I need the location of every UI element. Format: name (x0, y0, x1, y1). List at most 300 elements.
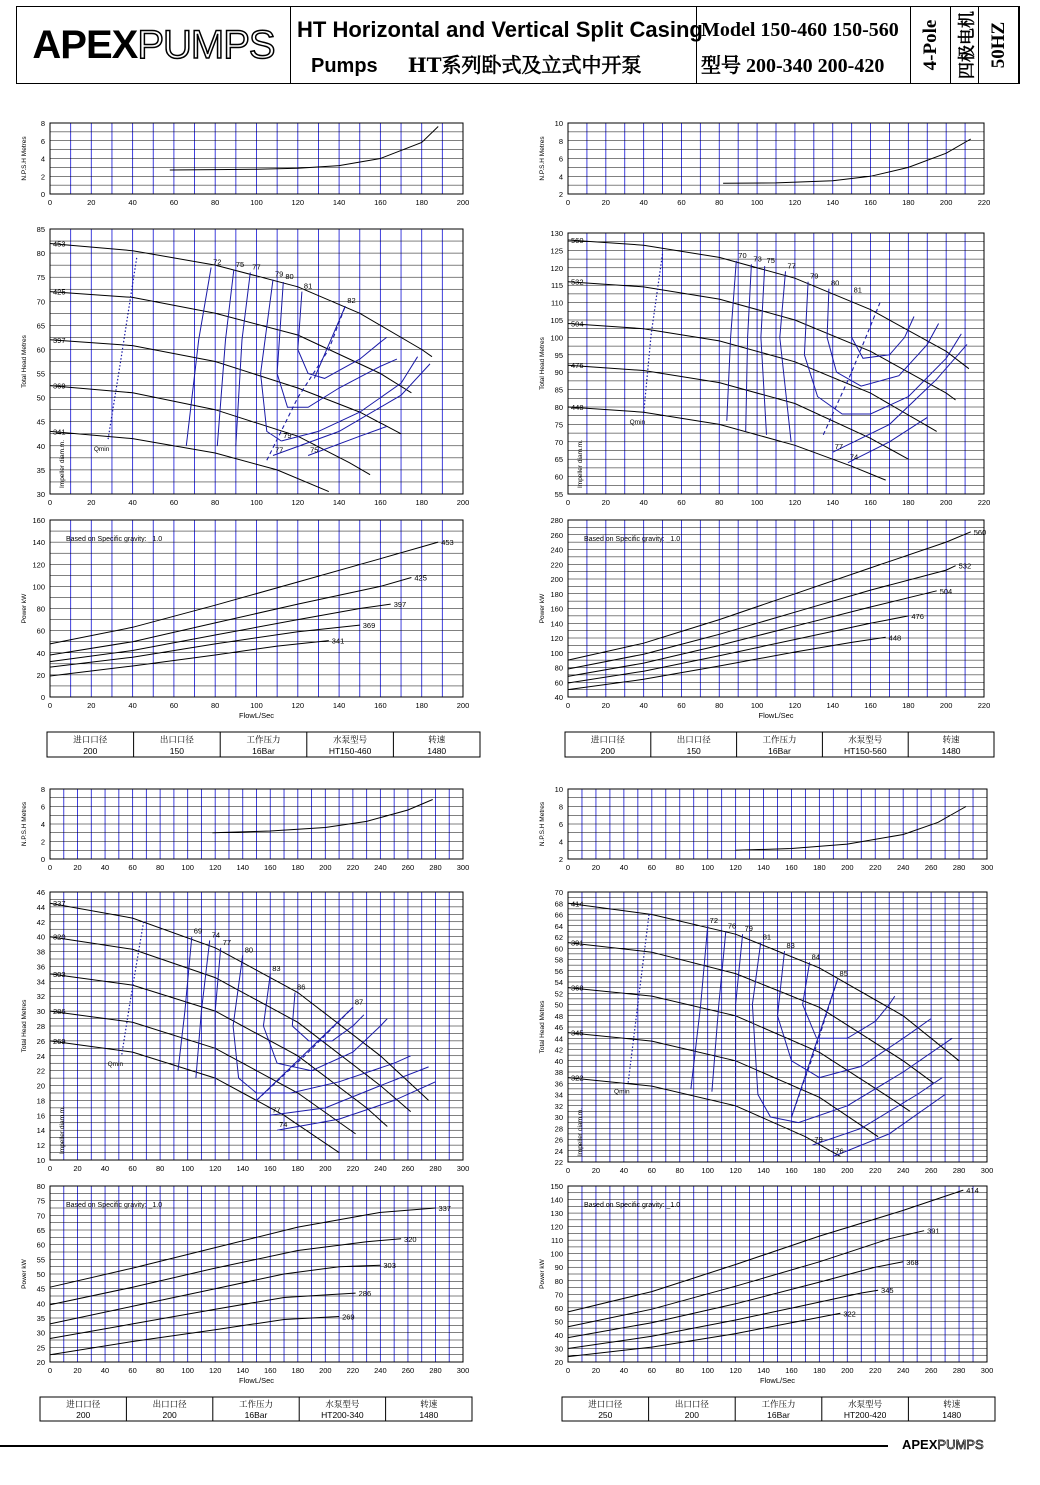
x-tick-label: 60 (128, 1164, 137, 1173)
model-line-1: Model 150-460 150-560 (701, 19, 899, 41)
x-tick-label: 60 (169, 198, 179, 207)
head-curve-label: 341 (53, 427, 66, 437)
x-tick-label: 40 (100, 1366, 110, 1375)
y-tick-label: 70 (554, 1290, 563, 1300)
x-tick-label: 180 (902, 498, 915, 507)
x-tick-label: 100 (181, 863, 194, 872)
y-tick-label: 60 (36, 345, 45, 355)
x-tick-label: 140 (332, 498, 346, 507)
y-tick-label: 2 (558, 190, 563, 199)
y-tick-label: 100 (550, 1249, 563, 1259)
x-tick-label: 80 (715, 198, 724, 207)
x-tick-label: 60 (169, 498, 179, 507)
spec-value: 1480 (942, 1410, 962, 1420)
x-tick-label: 140 (826, 701, 839, 710)
y-tick-label: 32 (36, 992, 45, 1002)
y-tick-label: 50 (554, 1317, 563, 1327)
spec-value: HT200-340 (321, 1410, 364, 1420)
x-tick-label: 120 (291, 198, 305, 207)
y-tick-label: 40 (554, 1056, 563, 1066)
head-curve-341 (50, 431, 329, 491)
x-tick-label: 280 (952, 1166, 966, 1175)
spec-value: 1480 (427, 746, 447, 756)
y-tick-label: 26 (554, 1135, 563, 1145)
x-tick-label: 180 (813, 1366, 826, 1375)
x-tick-label: 200 (841, 1366, 854, 1375)
impeller-label: Impeller diam.m. (577, 439, 584, 489)
x-tick-label: 280 (952, 863, 966, 872)
spec-value: 16Bar (244, 1410, 268, 1420)
x-tick-label: 160 (264, 1366, 277, 1375)
x-tick-label: 300 (456, 1366, 470, 1375)
npsh-panel (539, 785, 993, 872)
power-curve-532 (568, 566, 956, 669)
y-tick-label: 8 (558, 802, 563, 812)
spec-value: 200 (162, 1410, 177, 1420)
x-tick-label: 80 (715, 498, 724, 507)
power-curve-341 (50, 641, 329, 676)
motor-cn-text: 四极电机 (957, 11, 976, 79)
x-tick-label: 60 (677, 498, 686, 507)
y-tick-label: 56 (554, 966, 563, 976)
spec-header: 水泵型号 (333, 734, 368, 745)
x-tick-label: 280 (429, 1164, 442, 1173)
y-tick-label: 140 (550, 1195, 563, 1205)
efficiency-curve (217, 270, 234, 446)
x-tick-label: 60 (128, 863, 137, 872)
power-curve-label: 345 (881, 1286, 894, 1296)
head-curve-345 (568, 1033, 878, 1137)
x-tick-label: 180 (415, 198, 428, 207)
head-curve-label: 453 (53, 239, 66, 249)
x-tick-label: 160 (264, 1164, 277, 1173)
efficiency-label: 75 (310, 445, 319, 455)
x-tick-label: 100 (250, 701, 263, 710)
y-tick-label: 80 (554, 663, 563, 673)
y-tick-label: 60 (36, 1240, 45, 1250)
y-tick-label: 70 (554, 888, 563, 897)
x-tick-label: 120 (729, 863, 742, 872)
x-tick-label: 0 (47, 1366, 53, 1375)
x-tick-label: 300 (980, 1166, 994, 1175)
x-tick-label: 260 (924, 1166, 938, 1175)
npsh-curve (723, 139, 971, 183)
y-tick-label: 20 (36, 1081, 45, 1091)
spec-header: 出口口径 (159, 734, 194, 745)
x-tick-label: 200 (456, 498, 470, 507)
y-tick-label: 90 (554, 368, 563, 378)
y-tick-label: 42 (36, 917, 45, 927)
y-tick-label: 14 (36, 1126, 45, 1136)
x-tick-label: 220 (977, 498, 991, 507)
spec-value: 200 (600, 746, 615, 756)
power-panel (21, 1182, 469, 1385)
head-curve-label: 368 (571, 983, 584, 993)
specific-gravity-note: Based on Specific gravity: _1.0 (584, 536, 681, 543)
impeller-label: Impeller diam.m. (577, 1107, 584, 1157)
power-curve-label: 322 (843, 1309, 856, 1319)
y-tick-label: 40 (554, 1330, 563, 1340)
efficiency-label: 85 (839, 969, 848, 979)
x-tick-label: 20 (601, 498, 610, 507)
y-tick-label: 30 (36, 1007, 45, 1017)
y-tick-label: 44 (36, 902, 45, 912)
x-tick-label: 60 (677, 198, 686, 207)
y-tick-label: 35 (36, 465, 45, 475)
efficiency-label: 73 (753, 254, 762, 264)
efficiency-label: 80 (285, 272, 294, 281)
head-curve-269 (50, 1041, 339, 1153)
x-tick-label: 180 (813, 1166, 826, 1175)
y-tick-label: 55 (554, 490, 563, 499)
y-tick-label: 26 (36, 1036, 45, 1046)
y-tick-label: 2 (558, 855, 563, 864)
y-tick-label: 80 (36, 1182, 45, 1191)
head-y-title: Total Head Metres (21, 999, 28, 1053)
y-tick-label: 32 (554, 1101, 563, 1111)
y-tick-label: 40 (554, 693, 563, 702)
x-tick-label: 60 (647, 1366, 656, 1375)
x-tick-label: 220 (346, 863, 360, 872)
efficiency-label: 77 (787, 261, 796, 271)
x-tick-label: 120 (208, 1366, 222, 1375)
efficiency-label: 81 (762, 932, 772, 942)
y-tick-label: 6 (40, 802, 45, 812)
freq-text: 50HZ (987, 21, 1009, 69)
power-curve-label: 337 (438, 1204, 451, 1213)
x-tick-label: 300 (980, 1366, 994, 1375)
y-tick-label: 115 (551, 281, 563, 291)
y-tick-label: 18 (36, 1096, 45, 1106)
x-tick-label: 40 (128, 198, 137, 207)
y-tick-label: 70 (554, 437, 563, 447)
efficiency-label: 77 (834, 442, 844, 452)
y-tick-label: 60 (554, 1303, 563, 1313)
spec-table (47, 732, 480, 757)
impeller-label: Impeller diam.m. (59, 1105, 66, 1155)
efficiency-label: 70 (738, 250, 747, 260)
chart-HT150-560 (539, 119, 994, 757)
specific-gravity-note: Based on Specific gravity: _1.0 (66, 1202, 163, 1209)
spec-value: 250 (598, 1410, 613, 1420)
y-tick-label: 28 (554, 1124, 563, 1134)
x-tick-label: 100 (250, 198, 263, 207)
logo-outline-text: PUMPS (137, 22, 275, 67)
efficiency-label: 84 (811, 952, 820, 962)
x-tick-label: 20 (87, 701, 96, 710)
spec-header: 出口口径 (676, 734, 711, 745)
x-tick-label: 180 (813, 863, 826, 872)
y-tick-label: 120 (550, 634, 563, 643)
x-tick-label: 180 (902, 701, 915, 710)
spec-header: 水泵型号 (848, 734, 883, 745)
power-curve-label: 532 (958, 561, 972, 571)
x-tick-label: 200 (319, 863, 332, 872)
efficiency-curve (215, 948, 221, 1086)
power-curve-label: 414 (966, 1186, 979, 1196)
x-tick-label: 160 (864, 198, 877, 207)
spec-header: 工作压力 (761, 1399, 796, 1409)
x-tick-label: 180 (291, 1164, 305, 1173)
y-tick-label: 55 (36, 369, 45, 379)
specific-gravity-note: Based on Specific gravity: _1.0 (66, 536, 163, 543)
y-tick-label: 8 (40, 119, 45, 128)
y-tick-label: 85 (36, 225, 45, 234)
x-tick-label: 20 (601, 701, 610, 710)
x-tick-label: 40 (619, 1166, 629, 1175)
x-tick-label: 200 (456, 198, 470, 207)
x-tick-label: 40 (100, 1164, 110, 1173)
y-tick-label: 40 (36, 932, 45, 942)
head-curve-label: 504 (571, 319, 584, 329)
head-panel (539, 888, 993, 1175)
y-tick-label: 58 (554, 955, 563, 965)
head-y-title: Total Head Metres (21, 335, 28, 388)
y-tick-label: 4 (558, 837, 563, 847)
y-tick-label: 0 (40, 693, 45, 702)
chart-HT200-420 (539, 785, 995, 1421)
power-curve-label: 303 (383, 1261, 396, 1271)
x-tick-label: 0 (565, 1366, 571, 1375)
x-tick-label: 240 (896, 1366, 910, 1375)
power-curve-label: 476 (911, 611, 924, 621)
power-curve-269 (50, 1317, 339, 1355)
y-tick-label: 110 (551, 298, 563, 308)
head-curve-label: 425 (53, 287, 66, 297)
qmin-label: Qmin (629, 418, 646, 426)
impeller-label: Impeller diam.m. (59, 439, 66, 489)
x-tick-label: 0 (565, 198, 571, 207)
x-axis-title: FlowL/Sec (238, 711, 275, 720)
head-curve-504 (568, 324, 937, 432)
x-tick-label: 80 (211, 198, 220, 207)
footer-rule (0, 1445, 888, 1447)
efficiency-curve (196, 940, 210, 1078)
y-tick-label: 40 (36, 648, 45, 658)
x-tick-label: 0 (565, 863, 571, 872)
x-tick-label: 40 (639, 498, 648, 507)
spec-value: HT150-460 (328, 746, 372, 756)
y-tick-label: 40 (36, 441, 45, 451)
npsh-panel (539, 119, 990, 207)
y-tick-label: 12 (36, 1141, 45, 1151)
title-chinese: HT系列卧式及立式中开泵 (407, 53, 642, 77)
x-tick-label: 160 (785, 863, 798, 872)
footer-logo (902, 1437, 984, 1452)
power-panel (539, 516, 990, 720)
qmin-label: Qmin (614, 1088, 630, 1096)
power-y-title: Power kW (539, 593, 546, 624)
spec-value: HT150-560 (844, 746, 887, 756)
x-tick-label: 200 (841, 863, 854, 872)
efficiency-label: 77 (252, 262, 261, 272)
x-tick-label: 140 (757, 863, 770, 872)
x-tick-label: 140 (236, 1164, 249, 1173)
efficiency-label: 72 (213, 257, 222, 267)
y-tick-label: 22 (554, 1158, 563, 1167)
spec-header: 水泵型号 (848, 1399, 883, 1409)
x-tick-label: 120 (291, 498, 305, 507)
x-tick-label: 20 (73, 863, 82, 872)
y-tick-label: 50 (36, 1270, 45, 1279)
y-tick-label: 10 (36, 1156, 45, 1165)
x-tick-label: 160 (264, 863, 277, 872)
y-tick-label: 8 (40, 785, 45, 794)
y-tick-label: 30 (36, 1328, 45, 1338)
npsh-y-title: N.P.S.H Metres (539, 136, 546, 181)
y-tick-label: 130 (550, 229, 563, 238)
x-tick-label: 120 (788, 198, 802, 207)
efficiency-curve (746, 264, 752, 431)
x-tick-label: 80 (715, 701, 724, 710)
power-curve-label: 504 (939, 586, 953, 596)
y-tick-label: 160 (32, 516, 45, 525)
x-tick-label: 140 (757, 1166, 770, 1175)
head-curve-label: 269 (53, 1036, 66, 1046)
x-tick-label: 0 (565, 1166, 571, 1175)
x-tick-label: 220 (977, 198, 991, 207)
efficiency-label: 76 (835, 1146, 844, 1156)
power-curve-label: 341 (331, 636, 345, 646)
power-curve-504 (568, 591, 937, 677)
y-tick-label: 20 (36, 1358, 45, 1367)
y-tick-label: 24 (36, 1051, 45, 1061)
head-curve-label: 322 (571, 1073, 584, 1083)
head-curve-label: 286 (53, 1007, 66, 1017)
y-tick-label: 110 (551, 1236, 563, 1246)
spec-header: 进口口径 (66, 1399, 101, 1409)
x-tick-label: 0 (47, 1164, 53, 1173)
x-tick-label: 20 (591, 1166, 601, 1175)
y-tick-label: 2 (40, 172, 45, 182)
power-curve-label: 397 (393, 600, 407, 610)
power-curve-391 (568, 1231, 924, 1327)
y-tick-label: 30 (554, 1113, 563, 1122)
power-curve-label: 269 (342, 1312, 355, 1322)
x-tick-label: 160 (785, 1366, 798, 1375)
npsh-y-title: N.P.S.H Metres (539, 801, 546, 847)
x-tick-label: 40 (100, 863, 110, 872)
y-tick-label: 42 (554, 1045, 563, 1055)
x-tick-label: 40 (619, 863, 629, 872)
x-tick-label: 160 (864, 498, 877, 507)
efficiency-label: 79 (283, 431, 292, 440)
y-tick-label: 80 (554, 403, 563, 412)
efficiency-label: 77 (222, 937, 232, 947)
head-curve-label: 303 (53, 969, 66, 979)
y-tick-label: 200 (550, 575, 563, 584)
npsh-panel (21, 785, 469, 872)
x-tick-label: 60 (647, 1166, 656, 1175)
y-tick-label: 34 (36, 977, 45, 987)
y-tick-label: 75 (554, 420, 563, 430)
head-curve-label: 337 (53, 899, 66, 909)
head-curve-label: 532 (571, 277, 584, 287)
y-tick-label: 120 (32, 560, 45, 570)
power-curve-label: 286 (358, 1289, 372, 1299)
y-tick-label: 75 (36, 273, 45, 283)
y-tick-label: 4 (40, 820, 45, 829)
y-tick-label: 16 (36, 1111, 45, 1121)
spec-header: 工作压力 (246, 734, 281, 745)
efficiency-label: 79 (275, 269, 284, 279)
x-tick-label: 0 (47, 863, 53, 872)
y-tick-label: 34 (554, 1090, 563, 1100)
spec-value: 200 (83, 746, 98, 756)
power-y-title: Power kW (21, 1259, 28, 1289)
y-tick-label: 125 (550, 246, 563, 256)
power-curve-560 (568, 532, 971, 660)
head-curve-391 (568, 943, 934, 1084)
y-tick-label: 50 (36, 393, 45, 403)
y-tick-label: 60 (554, 678, 563, 688)
x-tick-label: 100 (701, 863, 714, 872)
head-panel (21, 888, 469, 1173)
x-tick-label: 180 (415, 701, 428, 710)
y-tick-label: 6 (558, 154, 563, 164)
head-panel (21, 225, 469, 507)
y-tick-label: 65 (554, 455, 563, 465)
x-tick-label: 60 (169, 701, 179, 710)
npsh-y-title: N.P.S.H Metres (21, 801, 28, 847)
x-axis-title: FlowL/Sec (758, 711, 794, 720)
y-tick-label: 28 (36, 1022, 45, 1031)
x-tick-label: 280 (429, 863, 442, 872)
power-y-title: Power kW (539, 1259, 546, 1289)
efficiency-label: 69 (193, 926, 203, 936)
y-tick-label: 20 (554, 1358, 563, 1367)
spec-header: 出口口径 (674, 1399, 709, 1409)
head-y-title: Total Head Metres (539, 337, 546, 390)
efficiency-label: 77 (275, 445, 284, 455)
y-tick-label: 140 (550, 619, 563, 629)
x-tick-label: 180 (291, 1366, 305, 1375)
power-curve-label: 453 (441, 538, 454, 548)
y-tick-label: 0 (40, 855, 45, 864)
efficiency-curve (298, 292, 387, 379)
x-tick-label: 240 (374, 1164, 387, 1173)
x-tick-label: 120 (208, 863, 222, 872)
y-tick-label: 4 (558, 172, 563, 182)
x-tick-label: 200 (319, 1366, 332, 1375)
x-tick-label: 160 (374, 701, 387, 710)
y-tick-label: 45 (36, 1284, 45, 1294)
efficiency-label: 74 (279, 1120, 288, 1130)
y-tick-label: 95 (554, 350, 563, 360)
x-tick-label: 220 (977, 701, 991, 710)
head-y-title: Total Head Metres (539, 1000, 546, 1054)
qmin-label: Qmin (93, 446, 110, 453)
efficiency-label: 75 (766, 256, 775, 266)
x-tick-label: 120 (208, 1164, 222, 1173)
y-tick-label: 80 (36, 604, 45, 614)
head-curve-532 (568, 282, 956, 400)
x-tick-label: 160 (374, 198, 387, 207)
npsh-y-title: N.P.S.H Metres (21, 136, 28, 181)
efficiency-label: 82 (347, 296, 356, 306)
x-tick-label: 100 (750, 198, 764, 207)
y-tick-label: 80 (554, 1276, 563, 1286)
x-tick-label: 160 (864, 701, 877, 710)
y-tick-label: 100 (550, 333, 563, 343)
efficiency-label: 79 (744, 924, 753, 934)
x-tick-label: 280 (429, 1366, 442, 1375)
efficiency-label: 83 (272, 963, 281, 973)
power-panel (21, 516, 469, 720)
title-english: HT Horizontal and Vertical Split Casing (297, 17, 703, 42)
x-tick-label: 0 (565, 701, 571, 710)
spec-header: 水泵型号 (325, 1399, 360, 1409)
